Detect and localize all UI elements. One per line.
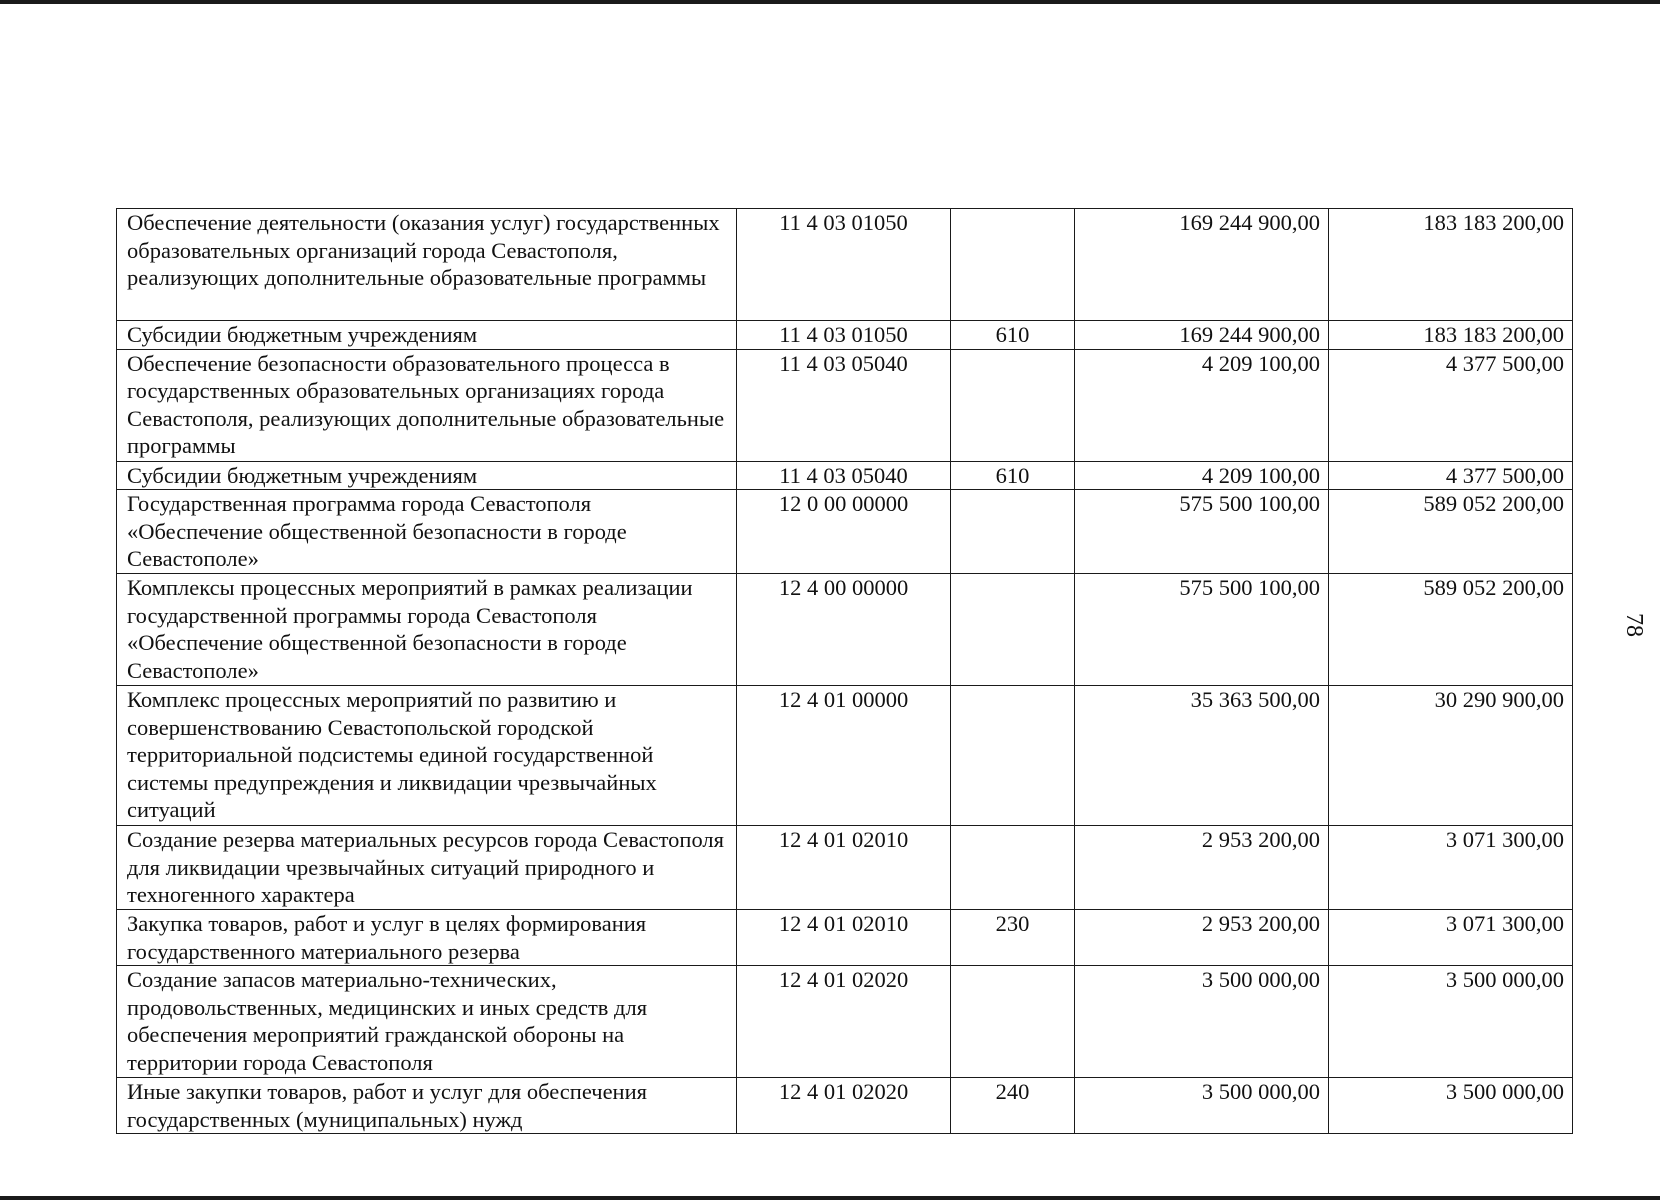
row-name-cell: Обеспечение безопасности образовательного процесса в государственных образовательных организациях города Севастополя, реализующих дополнительные образовательные программы — [117, 349, 737, 461]
row-amount-2-cell: 183 183 200,00 — [1329, 209, 1573, 321]
row-name-cell: Субсидии бюджетным учреждениям — [117, 461, 737, 490]
row-expense-type-cell — [951, 826, 1075, 910]
row-amount-2-cell: 3 071 300,00 — [1329, 826, 1573, 910]
row-code-cell: 12 4 01 02010 — [737, 910, 951, 966]
row-name-cell: Комплексы процессных мероприятий в рамках реализации государственной программы города Севастополя «Обеспечение общественной безопасности в городе Севастополе» — [117, 574, 737, 686]
row-code-cell: 11 4 03 05040 — [737, 461, 951, 490]
row-expense-type-cell: 230 — [951, 910, 1075, 966]
row-expense-type-cell — [951, 966, 1075, 1078]
row-code-cell: 12 4 01 00000 — [737, 686, 951, 826]
table-row — [117, 826, 1573, 910]
table-row — [117, 686, 1573, 826]
row-amount-1-cell: 575 500 100,00 — [1075, 574, 1329, 686]
table-row — [117, 490, 1573, 574]
row-expense-type-cell: 240 — [951, 1078, 1075, 1134]
row-code-cell: 12 0 00 00000 — [737, 490, 951, 574]
row-expense-type-cell — [951, 349, 1075, 461]
row-amount-1-cell: 575 500 100,00 — [1075, 490, 1329, 574]
row-code-cell: 12 4 01 02020 — [737, 1078, 951, 1134]
row-amount-2-cell: 4 377 500,00 — [1329, 461, 1573, 490]
row-name-cell: Комплекс процессных мероприятий по развитию и совершенствованию Севастопольской городской территориальной подсистемы единой государственной системы предупреждения и ликвидации чрезвычайных ситуаций — [117, 686, 737, 826]
row-name-cell: Обеспечение деятельности (оказания услуг) государственных образовательных организаций города Севастополя, реализующих дополнительные образовательные программы — [117, 209, 737, 321]
row-expense-type-cell — [951, 209, 1075, 321]
table-row — [117, 321, 1573, 350]
row-amount-2-cell: 183 183 200,00 — [1329, 321, 1573, 350]
row-amount-1-cell: 4 209 100,00 — [1075, 461, 1329, 490]
row-expense-type-cell — [951, 686, 1075, 826]
row-expense-type-cell — [951, 574, 1075, 686]
row-expense-type-cell: 610 — [951, 461, 1075, 490]
row-amount-2-cell: 3 500 000,00 — [1329, 1078, 1573, 1134]
row-name-cell: Создание резерва материальных ресурсов города Севастополя для ликвидации чрезвычайных ситуаций природного и техногенного характера — [117, 826, 737, 910]
row-amount-1-cell: 4 209 100,00 — [1075, 349, 1329, 461]
row-amount-1-cell: 2 953 200,00 — [1075, 826, 1329, 910]
row-amount-1-cell: 169 244 900,00 — [1075, 321, 1329, 350]
table-row — [117, 910, 1573, 966]
row-code-cell: 11 4 03 01050 — [737, 321, 951, 350]
row-amount-1-cell: 169 244 900,00 — [1075, 209, 1329, 321]
row-code-cell: 12 4 00 00000 — [737, 574, 951, 686]
row-name-cell: Государственная программа города Севастополя «Обеспечение общественной безопасности в городе Севастополе» — [117, 490, 737, 574]
row-expense-type-cell: 610 — [951, 321, 1075, 350]
row-name-cell: Субсидии бюджетным учреждениям — [117, 321, 737, 350]
row-code-cell: 11 4 03 01050 — [737, 209, 951, 321]
row-amount-1-cell: 3 500 000,00 — [1075, 1078, 1329, 1134]
row-amount-2-cell: 3 071 300,00 — [1329, 910, 1573, 966]
row-amount-2-cell: 3 500 000,00 — [1329, 966, 1573, 1078]
row-amount-2-cell: 4 377 500,00 — [1329, 349, 1573, 461]
table-row — [117, 966, 1573, 1078]
page-number: 78 — [1621, 613, 1647, 637]
row-amount-1-cell: 2 953 200,00 — [1075, 910, 1329, 966]
row-code-cell: 12 4 01 02020 — [737, 966, 951, 1078]
row-name-cell: Закупка товаров, работ и услуг в целях формирования государственного материального резерва — [117, 910, 737, 966]
row-amount-2-cell: 589 052 200,00 — [1329, 574, 1573, 686]
table-row — [117, 574, 1573, 686]
row-amount-2-cell: 589 052 200,00 — [1329, 490, 1573, 574]
table-row — [117, 349, 1573, 461]
row-name-cell: Создание запасов материально-технических, продовольственных, медицинских и иных средств для обеспечения мероприятий гражданской обороны на территории города Севастополя — [117, 966, 737, 1078]
row-expense-type-cell — [951, 490, 1075, 574]
budget-table — [116, 208, 1573, 1134]
row-code-cell: 12 4 01 02010 — [737, 826, 951, 910]
scan-bottom-edge — [0, 1196, 1660, 1200]
scan-top-edge — [0, 0, 1660, 4]
row-name-cell: Иные закупки товаров, работ и услуг для обеспечения государственных (муниципальных) нужд — [117, 1078, 737, 1134]
table-row — [117, 1078, 1573, 1134]
table-row — [117, 461, 1573, 490]
row-amount-1-cell: 3 500 000,00 — [1075, 966, 1329, 1078]
row-amount-1-cell: 35 363 500,00 — [1075, 686, 1329, 826]
table-row — [117, 209, 1573, 321]
row-code-cell: 11 4 03 05040 — [737, 349, 951, 461]
row-amount-2-cell: 30 290 900,00 — [1329, 686, 1573, 826]
